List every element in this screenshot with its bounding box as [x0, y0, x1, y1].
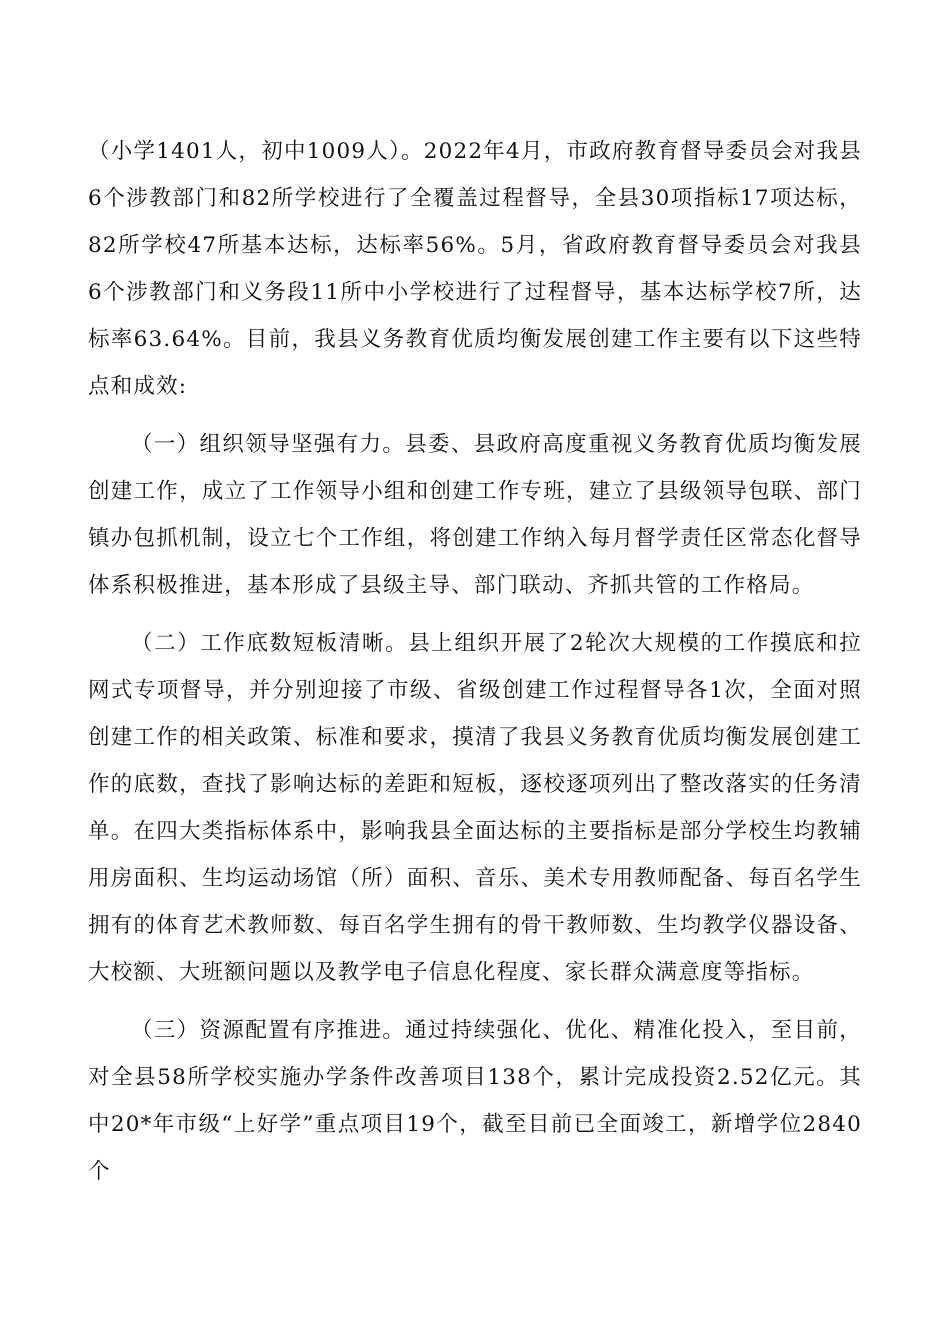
paragraph-continuation: （小学1401人，初中1009人）。2022年4月，市政府教育督导委员会对我县6个涉教部门和82所学校进行了全覆盖过程督导，全县30项指标17项达标，82所学校47所基本达标，达标率56%。5月，省政府教育督导委员会对我县6个涉教部门和义务段11所中小学校进行了过程督导，基本达标学校7所，达标率63.64%。目前，我县义务教育优质均衡发展创建工作主要有以下这些特点和成效:	[88, 139, 862, 399]
document-body	[88, 128, 862, 1206]
paragraph-resource-allocation: （三）资源配置有序推进。通过持续强化、优化、精准化投入，至目前，对全县58所学校实施办学条件改善项目138个，累计完成投资2.52亿元。其中20*年市级“上好学”重点项目19个，截至目前已全面竣工，新增学位2840个	[88, 1018, 862, 1184]
paragraph-organization-leadership: （一）组织领导坚强有力。县委、县政府高度重视义务教育优质均衡发展创建工作，成立了工作领导小组和创建工作专班，建立了县级领导包联、部门镇办包抓机制，设立七个工作组，将创建工作纳入每月督学责任区常态化督导体系积极推进，基本形成了县级主导、部门联动、齐抓共管的工作格局。	[88, 432, 862, 598]
paragraph-baseline-shortcomings: （二）工作底数短板清晰。县上组织开展了2轮次大规模的工作摸底和拉网式专项督导，并分别迎接了市级、省级创建工作过程督导各1次，全面对照创建工作的相关政策、标准和要求，摸清了我县义务教育优质均衡发展创建工作的底数，查找了影响达标的差距和短板，逐校逐项列出了整改落实的任务清单。在四大类指标体系中，影响我县全面达标的主要指标是部分学校生均教辅用房面积、生均运动场馆（所）面积、音乐、美术专用教师配备、每百名学生拥有的体育艺术教师数、每百名学生拥有的骨干教师数、生均教学仪器设备、大校额、大班额问题以及教学电子信息化程度、家长群众满意度等指标。	[88, 631, 862, 985]
